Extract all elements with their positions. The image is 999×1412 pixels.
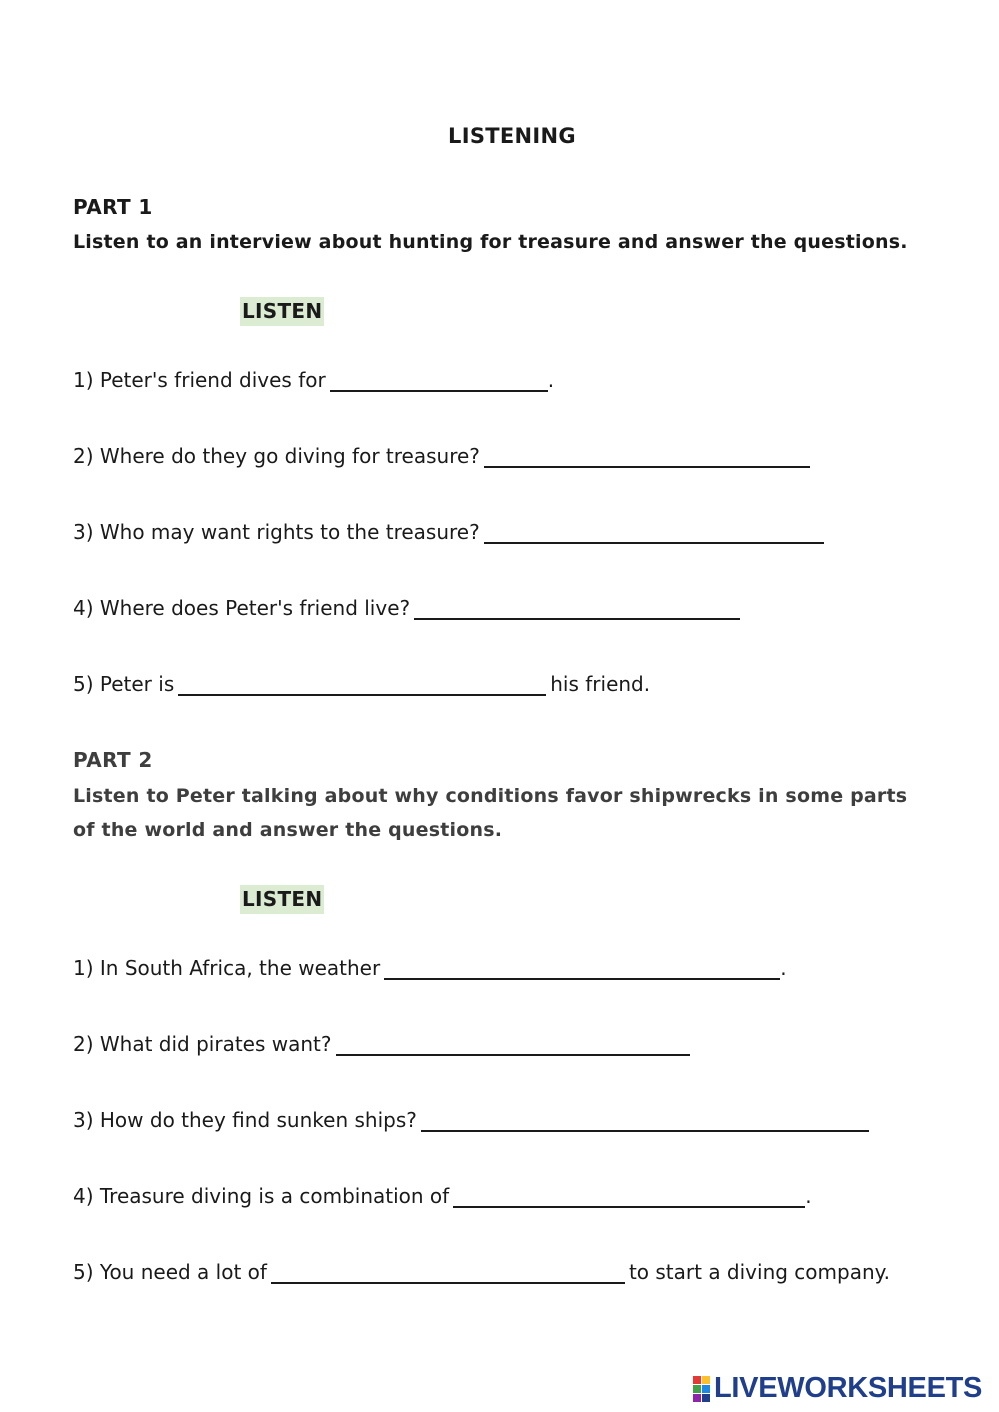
answer-blank[interactable] — [453, 1184, 805, 1208]
question-text: 3) How do they find sunken ships? — [73, 1108, 417, 1132]
answer-blank[interactable] — [271, 1260, 625, 1284]
question-text: 3) Who may want rights to the treasure? — [73, 520, 480, 544]
answer-blank[interactable] — [384, 956, 780, 980]
logo-square-icon — [702, 1394, 710, 1402]
question-text: 1) Peter's friend dives for — [73, 368, 326, 392]
answer-blank[interactable] — [484, 444, 810, 468]
answer-blank[interactable] — [484, 520, 824, 544]
question-text: 1) In South Africa, the weather — [73, 956, 381, 980]
part-2-question-4 — [73, 1184, 812, 1208]
question-text: 4) Where does Peter's friend live? — [73, 596, 411, 620]
logo-square-icon — [693, 1376, 701, 1384]
part-1-instruction: Listen to an interview about hunting for treasure and answer the questions. — [73, 231, 908, 253]
question-suffix: his friend. — [550, 672, 651, 696]
answer-blank[interactable] — [421, 1108, 869, 1132]
question-text: 4) Treasure diving is a combination of — [73, 1184, 450, 1208]
logo-text: LIVEWORKSHEETS — [714, 1372, 983, 1404]
logo-square-icon — [693, 1385, 701, 1393]
answer-blank[interactable] — [178, 672, 546, 696]
question-suffix: . — [780, 956, 787, 980]
logo-square-icon — [702, 1376, 710, 1384]
part-1-question-1 — [73, 368, 554, 392]
logo-square-icon — [693, 1394, 701, 1402]
question-text: 2) What did pirates want? — [73, 1032, 332, 1056]
answer-blank[interactable] — [330, 368, 548, 392]
part-1-question-4 — [73, 596, 744, 620]
part-1-listen-button[interactable]: LISTEN — [240, 297, 324, 326]
part-1-label: PART 1 — [73, 195, 153, 219]
part-1-question-5 — [73, 672, 650, 696]
question-suffix: . — [805, 1184, 812, 1208]
part-2-question-5 — [73, 1260, 890, 1284]
part-1-question-2 — [73, 444, 814, 468]
question-text: 5) You need a lot of — [73, 1260, 267, 1284]
question-text: 5) Peter is — [73, 672, 175, 696]
part-2-listen-button[interactable]: LISTEN — [240, 885, 324, 914]
part-2-instruction: Listen to Peter talking about why conditions favor shipwrecks in some parts of the world and answer the questions. — [73, 785, 908, 841]
page-title: LISTENING — [448, 124, 576, 148]
part-2-question-3 — [73, 1108, 873, 1132]
liveworksheets-logo — [693, 1372, 982, 1405]
part-2-label: PART 2 — [73, 748, 153, 772]
question-suffix: to start a diving company. — [628, 1260, 890, 1284]
question-text: 2) Where do they go diving for treasure? — [73, 444, 480, 468]
part-2-question-2 — [73, 1032, 694, 1056]
question-suffix: . — [547, 368, 555, 392]
part-1-question-3 — [73, 520, 828, 544]
liveworksheets-logo-icon — [693, 1376, 711, 1402]
logo-square-icon — [702, 1385, 710, 1393]
part-2-question-1 — [73, 956, 787, 980]
answer-blank[interactable] — [414, 596, 740, 620]
answer-blank[interactable] — [336, 1032, 690, 1056]
